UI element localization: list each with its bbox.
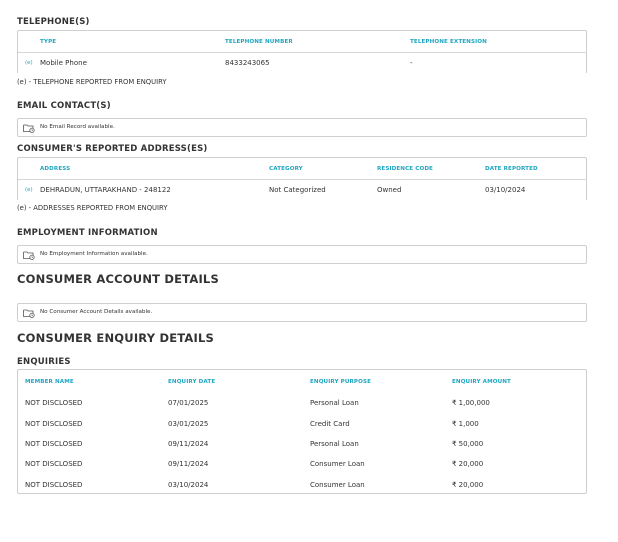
folder-clock-icon [23,123,35,133]
telephones-table [17,30,587,73]
addresses-note: (e) - ADDRESSES REPORTED FROM ENQUIRY [17,204,168,212]
telephone-number: 8433243065 [225,59,270,67]
email-empty-box [17,118,587,137]
enquiry-purpose: Personal Loan [310,399,359,407]
enquiry-amount: ₹ 1,00,000 [452,399,490,407]
accounts-empty-message: No Consumer Account Details available. [40,309,153,315]
enquiry-member: NOT DISCLOSED [25,399,83,407]
enquiry-amount: ₹ 1,000 [452,420,479,428]
enquiry-date: 07/01/2025 [168,399,209,407]
enquiry-marker: (e) [25,187,33,193]
enquiry-purpose: Consumer Loan [310,460,365,468]
telephone-type: Mobile Phone [40,59,87,67]
folder-clock-icon [23,308,35,318]
enquiries-subtitle: ENQUIRIES [17,357,71,367]
enquiries-header-member: MEMBER NAME [25,379,74,385]
telephones-note: (e) - TELEPHONE REPORTED FROM ENQUIRY [17,78,167,86]
enquiries-table [17,369,587,494]
telephones-header-type: TYPE [40,39,57,45]
enquiry-date: 09/11/2024 [168,440,209,448]
enquiry-date: 03/01/2025 [168,420,209,428]
enquiry-marker: (e) [25,60,33,66]
enquiry-member: NOT DISCLOSED [25,460,83,468]
telephones-header-number: TELEPHONE NUMBER [225,39,293,45]
enquiry-date: 03/10/2024 [168,481,209,489]
telephone-extension: - [410,59,413,67]
address-value: DEHRADUN, UTTARAKHAND - 248122 [40,186,171,194]
enquiries-header-amount: ENQUIRY AMOUNT [452,379,511,385]
enquiries-header-purpose: ENQUIRY PURPOSE [310,379,372,385]
addresses-header-address: ADDRESS [40,166,71,172]
divider [18,52,586,53]
enquiry-member: NOT DISCLOSED [25,481,83,489]
addresses-table [17,157,587,200]
enquiry-date: 09/11/2024 [168,460,209,468]
enquiry-amount: ₹ 20,000 [452,481,484,489]
enquiry-member: NOT DISCLOSED [25,420,83,428]
addresses-header-category: CATEGORY [269,166,303,172]
email-empty-message: No Email Record available. [40,124,115,130]
divider [18,179,586,180]
telephones-title: TELEPHONE(S) [17,17,90,27]
address-category: Not Categorized [269,186,326,194]
telephones-header-extension: TELEPHONE EXTENSION [410,39,487,45]
enquiry-member: NOT DISCLOSED [25,440,83,448]
employment-empty-message: No Employment Information available. [40,251,148,257]
enquiry-purpose: Consumer Loan [310,481,365,489]
enquiry-purpose: Personal Loan [310,440,359,448]
enquiry-details-title: CONSUMER ENQUIRY DETAILS [17,331,214,345]
accounts-empty-box [17,303,587,322]
email-title: EMAIL CONTACT(S) [17,101,111,111]
enquiry-purpose: Credit Card [310,420,350,428]
addresses-title: CONSUMER'S REPORTED ADDRESS(ES) [17,144,208,154]
addresses-header-residence: RESIDENCE CODE [377,166,433,172]
folder-clock-icon [23,250,35,260]
address-date-reported: 03/10/2024 [485,186,526,194]
enquiry-amount: ₹ 20,000 [452,460,484,468]
enquiries-header-date: ENQUIRY DATE [168,379,216,385]
enquiry-amount: ₹ 50,000 [452,440,484,448]
addresses-header-date: DATE REPORTED [485,166,538,172]
accounts-title: CONSUMER ACCOUNT DETAILS [17,272,219,286]
employment-title: EMPLOYMENT INFORMATION [17,228,158,238]
employment-empty-box [17,245,587,264]
address-residence-code: Owned [377,186,402,194]
